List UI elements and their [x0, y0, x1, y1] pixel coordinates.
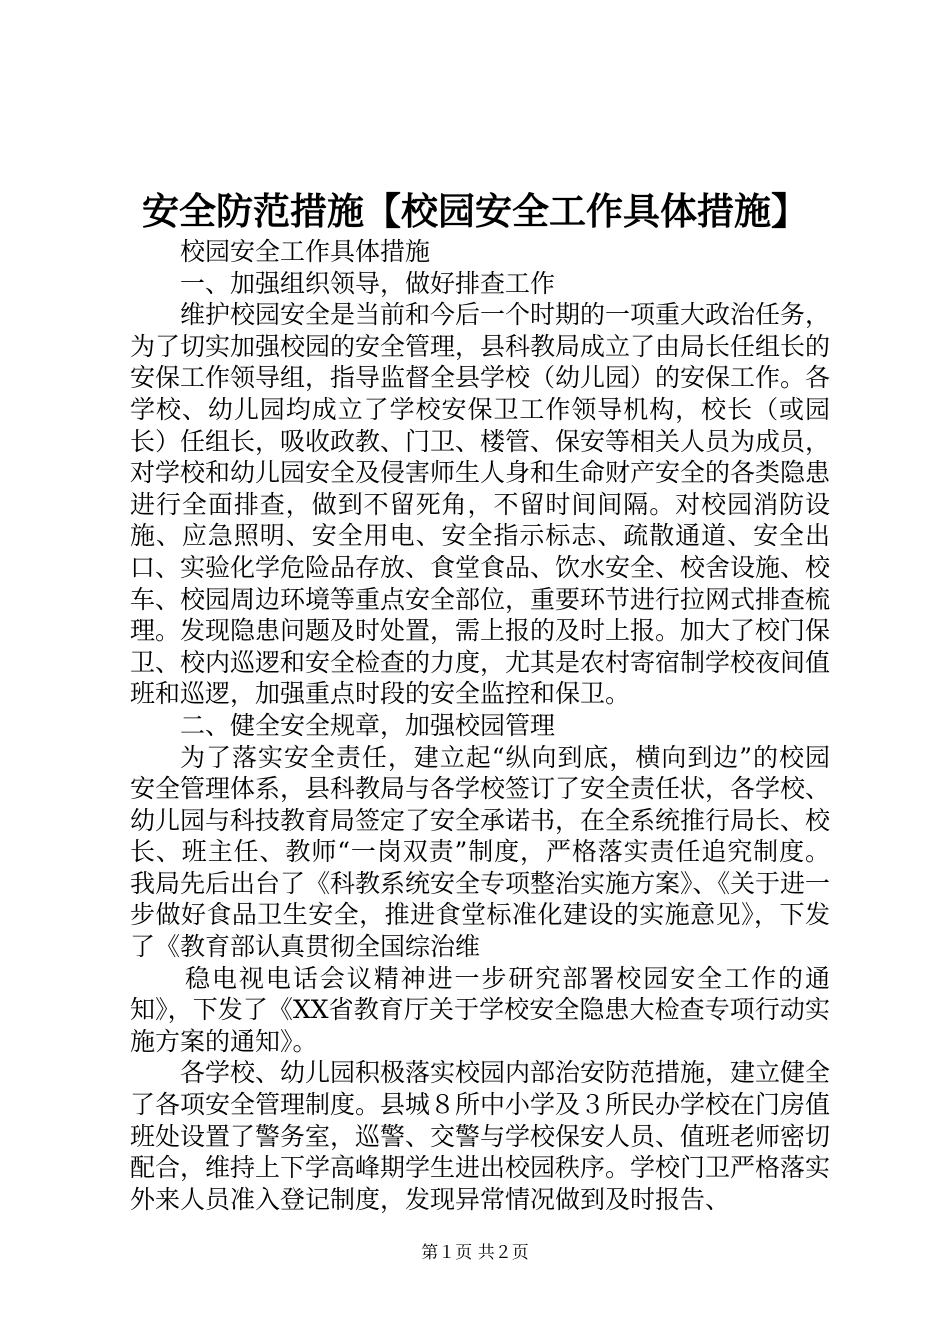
- paragraph-subtitle: 校园安全工作具体措施: [180, 237, 431, 266]
- paragraph-body-1: 维护校园安全是当前和今后一个时期的一项重大政治任务，为了切实加强校园的安全管理，县科教局成立了由局长任组长的安保工作领导组，指导监督全县学校（幼儿园）的安保工作。各学校、幼儿园均成立了学校安保卫工作领导机构，校长（或园长）任组长，吸收政教、门卫、楼管、保安等相关人员为成员，对学校和幼儿园安全及侵害师生人身和生命财产安全的各类隐患进行全面排查，做到不留死角，不留时间间隔。对校园消防设施、应急照明、安全用电、安全指示标志、疏散通道、安全出口、实验化学危险品存放、食堂食品、饮水安全、校舍设施、校车、校园周边环境等重点安全部位，重要环节进行拉网式排查梳理。发现隐患问题及时处置，需上报的及时上报。加大了校门保卫、校内巡逻和安全检查的力度，尤其是农村寄宿制学校夜间值班和巡逻，加强重点时段的安全监控和保卫。: [130, 300, 831, 709]
- paragraph-body-4: 各学校、幼儿园积极落实校园内部治安防范措施，建立健全了各项安全管理制度。县城８所中小学及３所民办学校在门房值班处设置了警务室，巡警、交警与学校保安人员、值班老师密切配合，维持上下学高峰期学生进出校园秩序。学校门卫严格落实外来人员准入登记制度，发现异常情况做到及时报告、: [130, 1058, 831, 1214]
- paragraph-section-heading-2: 二、健全安全规章，加强校园管理: [180, 710, 556, 740]
- paragraph-body-2: 为了落实安全责任，建立起“纵向到底，横向到边”的校园安全管理体系，县科教局与各学校签订了安全责任状，各学校、幼儿园与科技教育局签定了安全承诺书，在全系统推行局长、校长、班主任、教师“一岗双责”制度，严格落实责任追究制度。我局先后出台了《科教系统安全专项整治实施方案》、《关于进一步做好食品卫生安全，推进食堂标准化建设的实施意见》，下发了《教育部认真贯彻全国综治维: [130, 742, 831, 962]
- paragraph-body-3: 稳电视电话会议精神进一步研究部署校园安全工作的通知》，下发了《XX省教育厅关于学校安全隐患大检查专项行动实施方案的通知》。: [130, 963, 830, 1056]
- page-footer: 第１页 共２页: [421, 1243, 529, 1263]
- document-title: 安全防范措施【校园安全工作具体措施】: [142, 189, 808, 233]
- paragraph-section-heading-1: 一、加强组织领导，做好排查工作: [180, 268, 556, 298]
- document-body: [130, 236, 830, 1215]
